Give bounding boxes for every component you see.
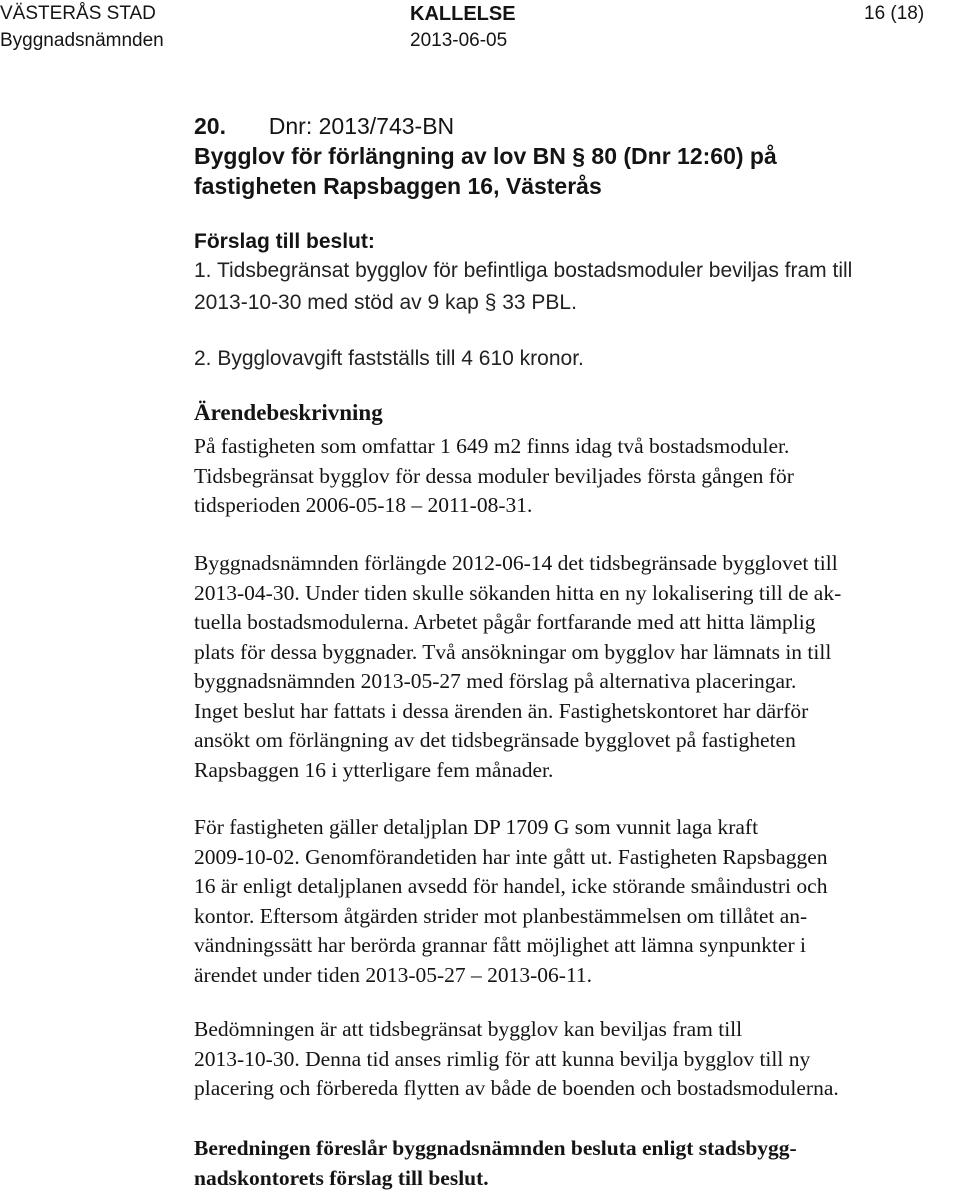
paragraph-line: Bedömningen är att tidsbegränsat bygglov kan beviljas fram till bbox=[194, 1017, 743, 1041]
paragraph-line: 16 är enligt detaljplanen avsedd för handel, icke störande småindustri och bbox=[194, 874, 828, 898]
paragraph-line: Rapsbaggen 16 i ytterligare fem månader. bbox=[194, 757, 554, 782]
paragraph bbox=[194, 813, 828, 990]
proposal-point-line: 2. Bygglovavgift fastställs till 4 610 kronor. bbox=[194, 347, 584, 370]
paragraph-line: byggnadsnämnden 2013-05-27 med förslag på alternativa placeringar. bbox=[194, 669, 797, 693]
paragraph-line: vändningssätt har berörda grannar fått möjlighet att lämna synpunkter i bbox=[194, 933, 806, 957]
paragraph-line: ärendet under tiden 2013-05-27 – 2013-06-11. bbox=[194, 962, 593, 987]
paragraph-line: För fastigheten gäller detaljplan DP 1709 G som vunnit laga kraft bbox=[194, 815, 759, 839]
item-title-line: Bygglov för förlängning av lov BN § 80 (Dnr 12:60) på bbox=[194, 143, 777, 169]
proposal-point-line: 2013-10-30 med stöd av 9 kap § 33 PBL. bbox=[194, 291, 577, 314]
paragraph-line: kontor. Eftersom åtgärden strider mot planbestämmelsen om tillåtet an- bbox=[194, 903, 808, 928]
paragraph-line: 2013-04-30. Under tiden skulle sökanden hitta en ny lokalisering till de ak- bbox=[194, 580, 842, 605]
document-date: 2013-06-05 bbox=[410, 30, 508, 51]
org-name: VÄSTERÅS STAD bbox=[0, 3, 156, 24]
paragraph-line: placering och förbereda flytten av både de boenden och bostadsmodulerna. bbox=[194, 1076, 839, 1100]
department-name: Byggnadsnämnden bbox=[0, 30, 164, 51]
paragraph-line: På fastigheten som omfattar 1 649 m2 finns idag två bostadsmoduler. bbox=[194, 434, 790, 458]
paragraph-line: Tidsbegränsat bygglov för dessa moduler beviljades första gången för bbox=[194, 463, 794, 488]
paragraph bbox=[194, 1015, 839, 1104]
paragraph-line: Byggnadsnämnden förlängde 2012-06-14 det tidsbegränsade bygglovet till bbox=[194, 551, 838, 575]
paragraph-line: Inget beslut har fattats i dessa ärenden än. Fastighetskontoret har därför bbox=[194, 698, 809, 723]
paragraph-line: 2009-10-02. Genomförandetiden har inte gått ut. Fastigheten Rapsbaggen bbox=[194, 844, 828, 869]
paragraph bbox=[194, 432, 794, 521]
paragraph-line: tidsperioden 2006-05-18 – 2011-08-31. bbox=[194, 493, 533, 517]
paragraph-line: 2013-10-30. Denna tid anses rimlig för att kunna bevilja bygglov till ny bbox=[194, 1046, 811, 1071]
conclusion-line: Beredningen föreslår byggnadsnämnden besluta enligt stadsbygg- bbox=[194, 1136, 797, 1160]
conclusion-line: nadskontorets förslag till beslut. bbox=[194, 1166, 489, 1190]
item-dnr: Dnr: 2013/743-BN bbox=[268, 113, 455, 139]
item-number: 20. bbox=[194, 113, 226, 139]
proposal-label: Förslag till beslut: bbox=[194, 230, 375, 253]
paragraph-line: ansökt om förlängning av det tidsbegränsade bygglovet på fastigheten bbox=[194, 728, 796, 752]
conclusion bbox=[194, 1133, 797, 1193]
proposal-point-line: 1. Tidsbegränsat bygglov för befintliga bostadsmoduler beviljas fram till bbox=[194, 259, 853, 282]
section-heading: Ärendebeskrivning bbox=[194, 400, 383, 425]
paragraph-line: tuella bostadsmodulerna. Arbetet pågår fortfarande med att hitta lämplig bbox=[194, 610, 816, 634]
document-type: KALLELSE bbox=[410, 3, 516, 25]
item-title-line: fastigheten Rapsbaggen 16, Västerås bbox=[194, 173, 602, 199]
page-number: 16 (18) bbox=[864, 3, 925, 24]
paragraph bbox=[194, 549, 841, 785]
paragraph-line: plats för dessa byggnader. Två ansökningar om bygglov har lämnats in till bbox=[194, 639, 832, 664]
